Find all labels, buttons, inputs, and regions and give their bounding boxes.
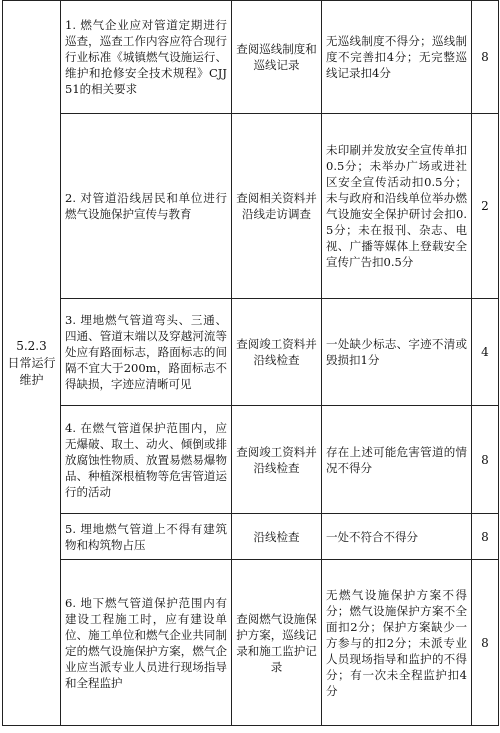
method-cell: 查阅竣工资料并沿线检查 (232, 299, 322, 406)
score-cell: 8 (472, 560, 499, 726)
table-row (3, 1, 499, 114)
criteria-cell: 无巡线制度不得分；巡线制度不完善扣4分；无完整巡线记录扣4分 (322, 1, 472, 114)
section-title-line2: 维护 (19, 372, 44, 387)
criteria-cell: 一处缺少标志、字迹不清或毁损扣1分 (322, 299, 472, 406)
table-row (3, 514, 499, 560)
criteria-cell: 一处不符合不得分 (322, 514, 472, 560)
content-cell: 4. 在燃气管道保护范围内，应无爆破、取土、动火、倾倒或排放腐蚀性物质、放置易燃易爆物品、种植深根植物等危害管道运行的活动 (61, 406, 232, 514)
section-number: 5.2.3 (16, 338, 47, 353)
section-title-line1: 日常运行 (7, 355, 56, 370)
score-cell: 8 (472, 514, 499, 560)
table-row (3, 560, 499, 726)
criteria-cell: 无燃气设施保护方案不得分；燃气设施保护方案不全面扣2分；保护方案缺少一方参与的扣2分；未派专业人员现场指导和监护的不得分；有一次未全程监护扣4分 (322, 560, 472, 726)
score-cell: 4 (472, 299, 499, 406)
score-cell: 8 (472, 1, 499, 114)
score-cell: 2 (472, 114, 499, 299)
method-cell: 查阅竣工资料并沿线检查 (232, 406, 322, 514)
content-cell: 6. 地下燃气管道保护范围内有建设工程施工时，应有建设单位、施工单位和燃气企业共同制定的燃气设施保护方案，燃气企业应当派专业人员进行现场指导和全程监护 (61, 560, 232, 726)
content-cell: 3. 埋地燃气管道弯头、三通、四通、管道末端以及穿越河流等处应有路面标志，路面标志的间隔不宜大于200m，路面标志不得缺损，字迹应清晰可见 (61, 299, 232, 406)
content-cell: 2. 对管道沿线居民和单位进行燃气设施保护宣传与教育 (61, 114, 232, 299)
standards-table (2, 0, 499, 726)
criteria-cell: 存在上述可能危害管道的情况不得分 (322, 406, 472, 514)
table-row (3, 114, 499, 299)
criteria-cell: 未印刷并发放安全宣传单扣0.5分；未举办广场或进社区安全宣传活动扣0.5分；未与政府和沿线单位举办燃气设施安全保护研讨会扣0.5分；未在报刊、杂志、电视、广播等媒体上登载安全宣传广告扣0.5分 (322, 114, 472, 299)
method-cell: 沿线检查 (232, 514, 322, 560)
method-cell: 查阅燃气设施保护方案，巡线记录和施工监护记录 (232, 560, 322, 726)
section-cell (3, 1, 61, 726)
score-cell: 8 (472, 406, 499, 514)
table-row (3, 299, 499, 406)
table-row (3, 406, 499, 514)
content-cell: 1. 燃气企业应对管道定期进行巡查，巡查工作内容应符合现行行业标准《城镇燃气设施运行、维护和抢修安全技术规程》CJJ 51的相关要求 (61, 1, 232, 114)
content-cell: 5. 埋地燃气管道上不得有建筑物和构筑物占压 (61, 514, 232, 560)
method-cell: 查阅相关资料并沿线走访调查 (232, 114, 322, 299)
method-cell: 查阅巡线制度和巡线记录 (232, 1, 322, 114)
